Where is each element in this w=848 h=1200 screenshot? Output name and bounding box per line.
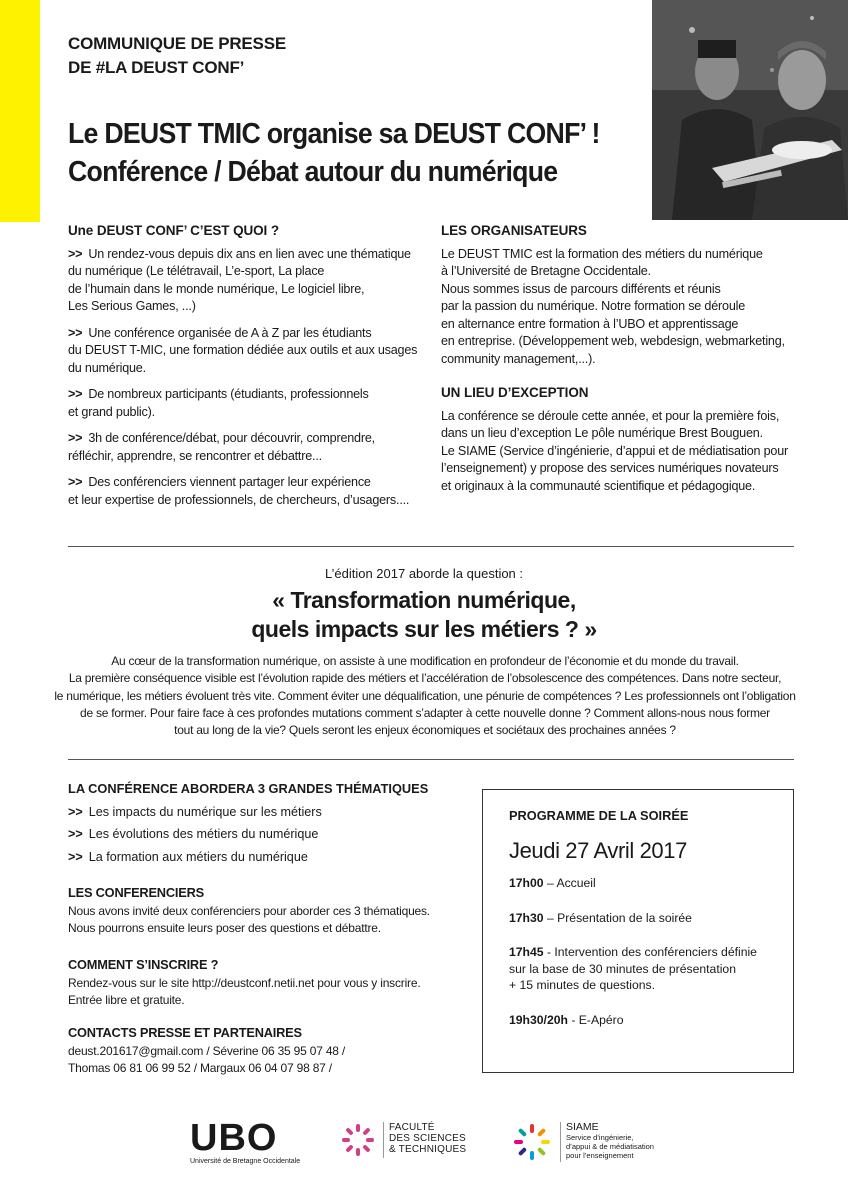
main-title bbox=[68, 115, 600, 191]
themes-heading: LA CONFÉRENCE ABORDERA 3 GRANDES THÉMATIQUES bbox=[68, 781, 429, 796]
header-photo bbox=[652, 0, 848, 220]
theme-item: >> Les impacts du numérique sur les métiers bbox=[68, 804, 322, 819]
theme-item: >> La formation aux métiers du numérique bbox=[68, 849, 308, 864]
fac-sciences-text: FACULTÉ DES SCIENCES & TECHNIQUES bbox=[389, 1122, 467, 1155]
programme-row: 17h45 - Intervention des conférenciers définie sur la base de 30 minutes de présentation + 15 minutes de questions. bbox=[509, 945, 757, 992]
main-title-line-2: Conférence / Débat autour du numérique bbox=[68, 156, 558, 188]
arrow-icon: >> bbox=[68, 387, 83, 401]
organizers-text: Le DEUST TMIC est la formation des métiers du numérique à l’Université de Bretagne Occidentale. Nous sommes issus de parcours différents et réunis par la passion du numérique. Notre formation se déroule en alternance entre formation à l’UBO et apprentissage en entreprise. (Développement web, webdesign, webmarketing, community management,...). bbox=[441, 246, 785, 366]
contacts-heading: CONTACTS PRESSE ET PARTENAIRES bbox=[68, 1025, 302, 1040]
what-is-item-1: >> Un rendez-vous depuis dix ans en lien avec une thématique du numérique (Le télétravail, L’e-sport, La place de l’humain dans le monde numérique, Le logiciel libre, Les Serious Games, ...) bbox=[68, 246, 411, 313]
theme-item: >> Les évolutions des métiers du numérique bbox=[68, 827, 319, 841]
contacts-section: CONTACTS PRESSE ET PARTENAIRES deust.201617@gmail.com / Séverine 06 35 95 07 48 / Thomas 06 81 06 99 52 / Margaux 06 04 07 98 87 / bbox=[68, 1024, 448, 1077]
press-release-heading bbox=[68, 32, 286, 80]
arrow-icon: >> bbox=[68, 849, 83, 864]
ubo-logo-mark: UBO bbox=[190, 1117, 278, 1159]
arrow-icon: >> bbox=[68, 325, 83, 340]
question-body: Au cœur de la transformation numérique, on assiste à une modification en profondeur de l’économie et du monde du travail. La première conséquence visible est l’évolution rapide des métiers et l’accélération de l’obsolescence des compétences. Dans notre secteur, le numérique, les métiers évoluent très vite. Comment éviter une déqualification, une pénurie de compétences ? Les professionnels ont l’obligation de se former. Pour faire face à ces profondes mutations comment s’adapter à cette nouvelle donne ? Comment allons-nous nous former tout au long de la vie? Quels seront les enjeux économiques et sociétaux des prochaines années ? bbox=[54, 654, 796, 738]
programme-row: 17h30 – Présentation de la soirée bbox=[509, 910, 692, 925]
programme-box bbox=[482, 789, 794, 1073]
arrow-icon: >> bbox=[68, 827, 83, 841]
programme-row: 19h30/20h - E-Apéro bbox=[509, 1012, 624, 1027]
question-line-1: « Transformation numérique, bbox=[272, 587, 576, 613]
programme-row: 17h00 – Accueil bbox=[509, 876, 596, 890]
what-is-item-4: >> 3h de conférence/débat, pour découvrir, comprendre, réfléchir, apprendre, se rencontrer et débattre... bbox=[68, 431, 375, 463]
fac-sciences-logo bbox=[340, 1122, 376, 1163]
speakers-heading: LES CONFERENCIERS bbox=[68, 885, 204, 900]
question-line-2: quels impacts sur les métiers ? » bbox=[251, 616, 597, 642]
siame-logo-divider bbox=[560, 1122, 561, 1162]
organizers-heading: LES ORGANISATEURS bbox=[441, 223, 587, 238]
register-section: COMMENT S’INSCRIRE ? Rendez-vous sur le site http://deustconf.netii.net pour vous y inscrire. Entrée libre et gratuite. bbox=[68, 956, 448, 1009]
question-title bbox=[0, 586, 848, 644]
press-line-1: COMMUNIQUE DE PRESSE bbox=[68, 34, 286, 53]
what-is-item-2: >> Une conférence organisée de A à Z par les étudiants du DEUST T-MIC, une formation dédiée aux outils et aux usages du numérique. bbox=[68, 325, 418, 375]
arrow-icon: >> bbox=[68, 246, 83, 261]
what-is-item-5: >> Des conférenciers viennent partager leur expérience et leur expertise de professionnels, de chercheurs, d’usagers.... bbox=[68, 475, 410, 507]
ubo-logo-subtitle: Université de Bretagne Occidentale bbox=[190, 1158, 301, 1165]
what-is-item-3: >> De nombreux participants (étudiants, professionnels et grand public). bbox=[68, 387, 369, 419]
siame-logo bbox=[512, 1122, 552, 1167]
ubo-logo bbox=[190, 1117, 301, 1165]
arrow-icon: >> bbox=[68, 475, 83, 489]
siame-icon bbox=[512, 1122, 552, 1162]
press-line-2: DE #LA DEUST CONF’ bbox=[68, 58, 245, 77]
yellow-accent-bar bbox=[0, 0, 40, 222]
arrow-icon: >> bbox=[68, 431, 83, 445]
register-heading: COMMENT S’INSCRIRE ? bbox=[68, 957, 219, 972]
question-intro: L’édition 2017 aborde la question : bbox=[324, 566, 524, 581]
venue-heading: UN LIEU D’EXCEPTION bbox=[441, 385, 589, 400]
divider-top bbox=[68, 546, 794, 547]
programme-date: Jeudi 27 Avril 2017 bbox=[509, 837, 687, 863]
venue-text: La conférence se déroule cette année, et pour la première fois, dans un lieu d’exception Le pôle numérique Brest Bouguen. Le SIAME (Service d’ingénierie, d’appui et de médiatisation pour l’enseignement) y propose des services numériques novateurs et originaux à la communauté scientifique et pédagogique. bbox=[441, 408, 789, 493]
what-is-heading: Une DEUST CONF’ C’EST QUOI ? bbox=[68, 223, 279, 238]
fac-logo-divider bbox=[383, 1122, 384, 1158]
themes-section bbox=[68, 780, 448, 871]
fac-sciences-icon bbox=[340, 1122, 376, 1158]
arrow-icon: >> bbox=[68, 804, 83, 819]
organizers-column bbox=[441, 222, 811, 504]
main-title-line-1: Le DEUST TMIC organise sa DEUST CONF’ ! bbox=[68, 118, 600, 150]
what-is-column bbox=[68, 222, 438, 518]
programme-title: PROGRAMME DE LA SOIRÉE bbox=[509, 808, 689, 823]
siame-text: SIAME Service d’ingénierie, d’appui & de médiatisation pour l’enseignement bbox=[566, 1121, 654, 1160]
speakers-section: LES CONFERENCIERS Nous avons invité deux conférenciers pour aborder ces 3 thématiques. Nous pourrons ensuite leurs poser des questions et débattre. bbox=[68, 884, 448, 937]
photo-illustration bbox=[652, 0, 848, 220]
divider-bottom bbox=[68, 759, 794, 760]
